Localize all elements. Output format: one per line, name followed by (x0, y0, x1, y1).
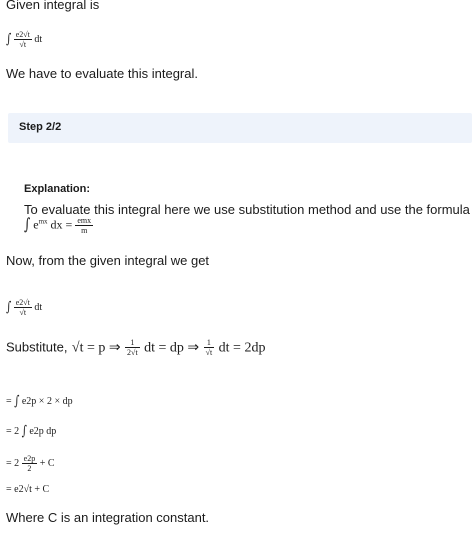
calc-line-2-expr: e2p dp (29, 426, 57, 437)
integral-numerator: e2√t (15, 30, 30, 39)
substitute-expr-3: dt = 2dp (218, 340, 266, 356)
integral-denominator-2: √t (19, 308, 27, 317)
integral-sign-2: ∫ (6, 299, 12, 315)
step-label: Step 2/2 (19, 121, 62, 133)
calc-line-3-post: + C (39, 457, 55, 469)
substitute-fraction-2-num: 1 (204, 338, 215, 348)
calc-line-1-integral: ∫ (14, 394, 20, 409)
step-header (8, 113, 472, 143)
substitution-line (6, 338, 265, 357)
calc-line-2-integral: ∫ (21, 424, 27, 439)
calc-line-1 (6, 396, 73, 407)
calc-line-1-pre: = (6, 396, 12, 407)
calc-line-3-den: 2 (27, 464, 32, 473)
formula (24, 216, 93, 235)
integral-dt: dt (34, 33, 43, 45)
formula-lhs: e (33, 217, 39, 232)
substitute-expr-2: dt = dp ⇒ (144, 340, 200, 356)
substitute-fraction-1-num: 1 (125, 338, 140, 348)
integral-fraction-2 (14, 298, 32, 317)
calc-line-1-expr: e2p × 2 × dp (21, 396, 73, 407)
calc-line-2 (6, 426, 56, 437)
calc-line-3-num: e2p (23, 454, 36, 463)
formula-integral-sign: ∫ (24, 214, 31, 234)
integral-expression-2 (6, 298, 42, 317)
integral-denominator: √t (19, 40, 27, 49)
calc-line-3 (6, 454, 55, 473)
formula-denominator: m (81, 226, 88, 235)
explanation-label: Explanation: (24, 183, 91, 195)
substitute-label: Substitute, (6, 339, 68, 355)
integral-dt-2: dt (34, 301, 43, 313)
substitute-fraction-1 (125, 338, 140, 357)
calc-line-2-pre: = 2 (6, 426, 20, 437)
calc-line-3-pre: = 2 (6, 457, 20, 469)
evaluate-text: We have to evaluate this integral. (6, 66, 198, 81)
integral-numerator-2: e2√t (15, 298, 30, 307)
integral-sign: ∫ (6, 31, 12, 47)
integral-fraction (14, 30, 32, 49)
calc-line-4: = e2√t + C (6, 484, 50, 495)
calc-line-3-fraction (22, 454, 38, 473)
formula-numerator: emx (77, 216, 92, 225)
substitute-fraction-2-den: √t (205, 348, 213, 357)
integral-expression (6, 30, 42, 49)
now-text: Now, from the given integral we get (6, 253, 210, 268)
substitute-expr-1: √t = p ⇒ (71, 340, 121, 356)
substitute-fraction-2 (204, 338, 215, 357)
formula-dx: dx = (50, 217, 73, 232)
formula-exponent: mx (38, 217, 48, 226)
conclusion-text: Where C is an integration constant. (6, 510, 210, 525)
formula-fraction (75, 216, 93, 235)
substitute-fraction-1-den: 2√t (127, 348, 138, 357)
intro-text: Given integral is (6, 0, 100, 12)
explanation-text: To evaluate this integral here we use substitution method and use the formula (24, 202, 470, 217)
